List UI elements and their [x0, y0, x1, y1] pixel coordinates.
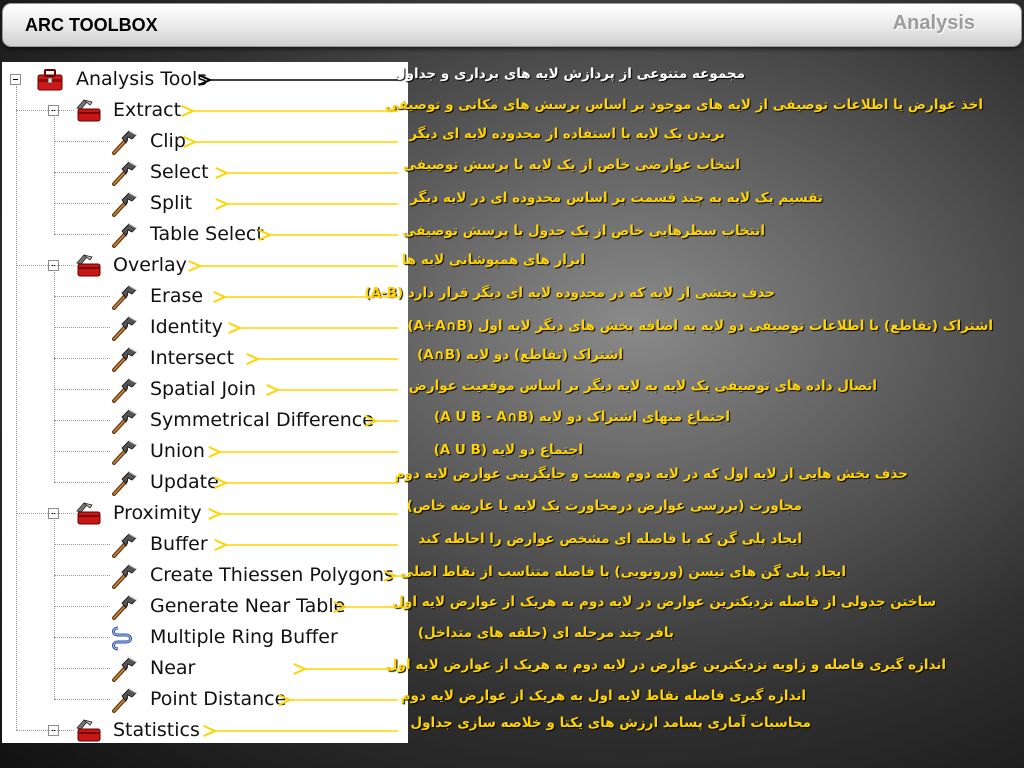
hammer-tool-icon: [110, 315, 138, 341]
annotation-near: اندازه گیری فاصله و زاویه نزدیکترین عوارض در لایه دوم به هریک از عوارض لایه اول: [385, 657, 946, 673]
tree-connector: [16, 265, 74, 266]
tree-connector: [54, 637, 110, 638]
annotation-statistics: محاسبات آماری پسامد ارزش های یکتا و خلاصه سازی جداول: [410, 715, 811, 731]
tree-connector: [54, 520, 55, 699]
tree-node-label: Table Select: [150, 223, 264, 245]
tree-connector: [54, 141, 110, 142]
annotation-table-select: انتخاب سطرهایی خاص از یک جدول با پرسش توصیفی: [402, 223, 765, 239]
tree-connector: [16, 730, 74, 731]
tree-node-label: Analysis Tools: [76, 68, 208, 90]
hammer-tool-icon: [110, 129, 138, 155]
hammer-tool-icon: [110, 656, 138, 682]
hammer-tool-icon: [110, 346, 138, 372]
arc-toolbox-tree: [2, 62, 408, 743]
annotation-clip: بریدن یک لایه با استفاده از محدوده لایه ای دیگر: [409, 126, 725, 142]
hammer-tool-icon: [110, 191, 138, 217]
tree-node-statistics[interactable]: [2, 715, 408, 743]
tree-connector: [54, 699, 110, 700]
tree-node-label: Intersect: [150, 347, 235, 369]
hammer-tool-icon: [110, 284, 138, 310]
tree-connector: [54, 482, 110, 483]
title-bar: [2, 3, 1022, 47]
annotation-select: انتخاب عوارضی خاص از یک لایه با پرسش توصیفی: [403, 157, 740, 173]
tree-node-label: Generate Near Table: [150, 595, 346, 617]
hammer-tool-icon: [110, 439, 138, 465]
hammer-tool-icon: [110, 377, 138, 403]
hammer-tool-icon: [110, 532, 138, 558]
tree-node-label: Buffer: [150, 533, 208, 555]
tree-connector: [54, 544, 110, 545]
annotation-buffer: ایجاد پلی گن که با فاصله ای مشخص عوارض را احاطه کند: [418, 531, 802, 547]
tree-node-label: Symmetrical Difference: [150, 409, 374, 431]
tree-connector: [54, 358, 110, 359]
tree-connector: [54, 203, 110, 204]
annotation-split: تقسیم یک لایه به چند قسمت بر اساس محدوده ای در لایه دیگر: [410, 190, 823, 206]
slide-title: ARC TOOLBOX: [25, 15, 158, 35]
hammer-tool-icon: [110, 563, 138, 589]
hammer-tool-icon: [110, 222, 138, 248]
annotation-multiple-ring-buffer: بافر چند مرحله ای (حلقه های متداخل): [417, 625, 674, 641]
hammer-tool-icon: [110, 160, 138, 186]
toolset-icon: [74, 718, 102, 743]
tree-connector: [54, 272, 55, 482]
tree-connector: [54, 327, 110, 328]
tree-connector: [54, 117, 55, 234]
annotation-erase: حذف بخشی از لایه که در محدوده لایه ای دیگر قرار دارد (A-B): [364, 285, 775, 301]
annotation-create-thiessen-polygons: ایجاد پلی گن های تیسن (ورونویی) با فاصله متناسب از نقاط اصلی: [400, 564, 846, 580]
annotation-symmetrical-difference: اجتماع منهای اشتراک دو لایه (A U B - A∩B): [434, 409, 730, 425]
toolset-icon: [74, 253, 102, 279]
annotation-analysis-tools: مجموعه متنوعی از پردازش لایه های برداری و جداول: [393, 66, 745, 82]
tree-node-label: Multiple Ring Buffer: [150, 626, 338, 648]
hammer-tool-icon: [110, 594, 138, 620]
tree-node-label: Create Thiessen Polygons: [150, 564, 394, 586]
script-tool-icon: [110, 625, 138, 651]
annotation-update: حذف بخش هایی از لایه اول که در لایه دوم هست و جایگزینی عوارض لایه دوم: [394, 466, 908, 482]
hammer-tool-icon: [110, 408, 138, 434]
tree-node-label: Identity: [150, 316, 223, 338]
tree-node-label: Near: [150, 657, 196, 679]
tree-connector: [54, 420, 110, 421]
tree-node-label: Extract: [113, 99, 182, 121]
tree-node-label: Clip: [150, 130, 186, 152]
section-title: Analysis: [892, 12, 975, 34]
hammer-tool-icon: [110, 687, 138, 713]
tree-node-label: Statistics: [113, 719, 200, 741]
tree-node-label: Update: [150, 471, 219, 493]
tree-node-label: Point Distance: [150, 688, 287, 710]
toolbox-icon: [36, 67, 64, 93]
annotation-intersect: اشتراک (تقاطع) دو لایه (A∩B): [417, 347, 623, 363]
annotation-generate-near-table: ساختن جدولی از فاصله نزدیکترین عوارض در لایه دوم به هریک از عوارض لایه اول: [392, 594, 936, 610]
toolset-icon: [74, 98, 102, 124]
tree-connector: [54, 451, 110, 452]
annotation-union: اجتماع دو لایه (A U B): [433, 442, 583, 458]
toolset-icon: [74, 501, 102, 527]
tree-connector: [54, 575, 110, 576]
tree-node-label: Overlay: [113, 254, 187, 276]
annotation-identity: اشتراک (تقاطع) با اطلاعات توصیفی دو لایه به اضافه بخش های دیگر لایه اول (A+A∩B): [407, 318, 993, 334]
annotation-proximity: مجاورت (بررسی عوارض درمجاورت یک لایه یا عارضه خاص): [406, 498, 802, 514]
tree-connector: [16, 110, 74, 111]
tree-connector: [54, 234, 110, 235]
collapse-toggle[interactable]: [10, 74, 21, 85]
tree-connector: [16, 513, 74, 514]
tree-connector: [54, 172, 110, 173]
tree-node-label: Proximity: [113, 502, 202, 524]
annotation-spatial-join: اتصال داده های توصیفی یک لایه به لایه دیگر بر اساس موقعیت عوارض: [408, 378, 877, 394]
tree-node-label: Spatial Join: [150, 378, 257, 400]
hammer-tool-icon: [110, 470, 138, 496]
tree-connector: [54, 606, 110, 607]
tree-node-label: Union: [150, 440, 205, 462]
annotation-extract: اخذ عوارض یا اطلاعات توصیفی از لایه های موجود بر اساس پرسش های مکانی و توصیفی: [385, 97, 983, 113]
tree-node-analysis-tools[interactable]: [2, 64, 408, 95]
tree-node-label: Erase: [150, 285, 204, 307]
tree-connector: [16, 86, 17, 730]
annotation-point-distance: اندازه گیری فاصله نقاط لایه اول به هریک از عوارض لایه دوم: [400, 688, 806, 704]
tree-connector: [54, 668, 110, 669]
tree-connector: [54, 389, 110, 390]
tree-node-label: Select: [150, 161, 209, 183]
tree-connector: [54, 296, 110, 297]
annotation-overlay: ابزار های همپوشانی لایه ها: [401, 252, 585, 268]
tree-node-label: Split: [150, 192, 193, 214]
